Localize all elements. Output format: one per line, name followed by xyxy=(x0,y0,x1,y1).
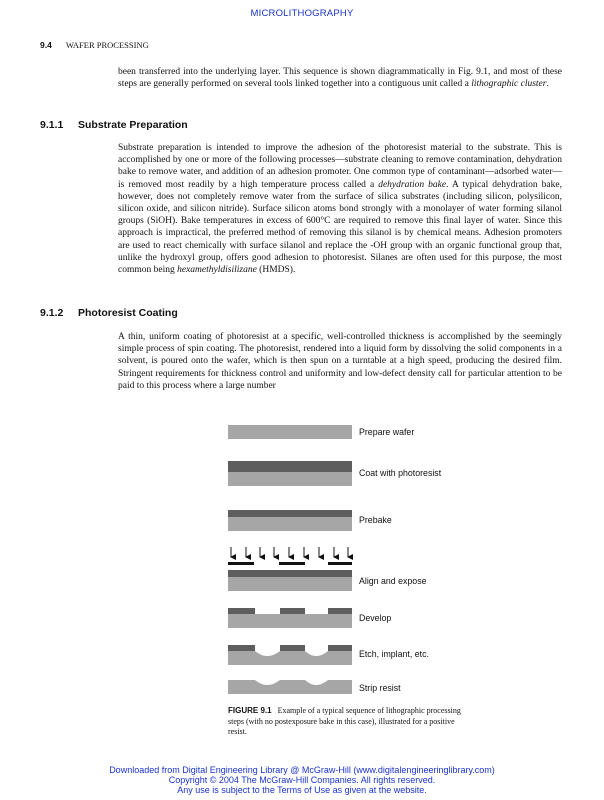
step-develop xyxy=(228,608,352,628)
step-coat-photoresist xyxy=(228,461,352,486)
figure-caption-text: Example of a typical sequence of lithographic processing steps (with no postexposure bake in this case), illustrated for a positive resist. xyxy=(228,706,461,736)
step-label-etch: Etch, implant, etc. xyxy=(359,649,429,659)
photoresist-layer xyxy=(228,461,352,472)
step-label-prepare-wafer: Prepare wafer xyxy=(359,427,415,437)
substrate-layer xyxy=(228,577,352,591)
footer-copyright: Copyright © 2004 The McGraw-Hill Companies. All rights reserved. xyxy=(168,775,436,785)
step-label-strip-resist: Strip resist xyxy=(359,683,401,693)
resist-pattern xyxy=(228,645,255,651)
substrate-layer xyxy=(228,517,352,531)
footer-terms-link[interactable]: Any use is subject to the Terms of Use as given at the website. xyxy=(177,785,427,795)
footer-download-link[interactable]: Downloaded from Digital Engineering Library @ McGraw-Hill (www.digitalengineeringlibrary.com) xyxy=(109,765,495,775)
step-label-align-expose: Align and expose xyxy=(359,576,427,586)
exposure-arrows xyxy=(231,547,348,557)
section-title: WAFER PROCESSING xyxy=(65,40,149,50)
step-prepare-wafer xyxy=(228,425,352,439)
step-label-prebake: Prebake xyxy=(359,515,392,525)
photoresist-layer xyxy=(228,510,352,517)
substrate-layer xyxy=(228,472,352,486)
substrate-layer xyxy=(228,614,352,628)
resist-pattern xyxy=(328,608,352,614)
step-align-expose xyxy=(228,547,352,591)
resist-pattern xyxy=(280,608,305,614)
photomask xyxy=(228,562,352,565)
step-etch xyxy=(228,645,352,665)
photoresist-coating-paragraph: A thin, uniform coating of photoresist at a specific, well-controlled thickness is accomplished by the seemingly simple process of spin coating. The photoresist, rendered into a liquid form by dissolving the solid components in a solvent, is poured onto the wafer, which is then spun on a turntable at a high speed, producing the desired film. Stringent requirements for thickness control and uniformity and low-defect density call for particular attention to be paid to this process where a large number xyxy=(118,332,562,391)
etched-substrate xyxy=(228,651,352,665)
patterned-substrate xyxy=(228,680,352,694)
substrate-preparation-paragraph: Substrate preparation is intended to improve the adhesion of the photoresist material to the substrate. This is accomplished by one or more of the following processes—substrate cleaning to remove contamination, dehydration bake to remove water, and addition of an adhesion promoter. One common type of contaminant—adsorbed water—is removed most readily by a high temperature process called a dehydration bake. A typical dehydration bake, however, does not completely remove water from the surface of silica substrates (including silicon, polysilicon, silicon oxide, and silicon nitride). Surface silicon atoms bond strongly with a monolayer of water forming silanol groups (SiOH). Bake temperatures in excess of 600°C are required to remove this final layer of water. Since this approach is impractical, the preferred method of removing this silanol is by chemical means. Adhesion promoters are used to react chemically with surface silanol and replace the -OH group with an organic functional group that, unlike the hydroxyl group, offers good adhesion to photoresist. Silanes are often used for this purpose, the most common being hexamethyldisilizane (HMDS). xyxy=(118,143,562,276)
resist-pattern xyxy=(328,645,352,651)
photoresist-layer xyxy=(228,570,352,577)
lithography-process-diagram xyxy=(226,420,356,702)
running-header xyxy=(40,40,149,50)
step-strip-resist xyxy=(228,680,352,694)
step-label-develop: Develop xyxy=(359,613,392,623)
figure-caption xyxy=(228,706,468,738)
step-label-coat: Coat with photoresist xyxy=(359,468,442,478)
step-prebake xyxy=(228,510,352,531)
substrate-layer xyxy=(228,425,352,439)
resist-pattern xyxy=(280,645,305,651)
intro-paragraph: been transferred into the underlying layer. This sequence is shown diagrammatically in Fig. 9.1, and most of these steps are generally performed on several tools linked together into a contiguous unit called a lithographic cluster. xyxy=(118,67,562,90)
figure-label: FIGURE 9.1 xyxy=(228,706,272,715)
running-title: MICROLITHOGRAPHY xyxy=(250,8,354,19)
section-heading-substrate-preparation: 9.1.1 Substrate Preparation xyxy=(40,119,188,131)
resist-pattern xyxy=(228,608,255,614)
section-heading-photoresist-coating: 9.1.2 Photoresist Coating xyxy=(40,307,178,319)
section-number: 9.4 xyxy=(40,40,52,50)
